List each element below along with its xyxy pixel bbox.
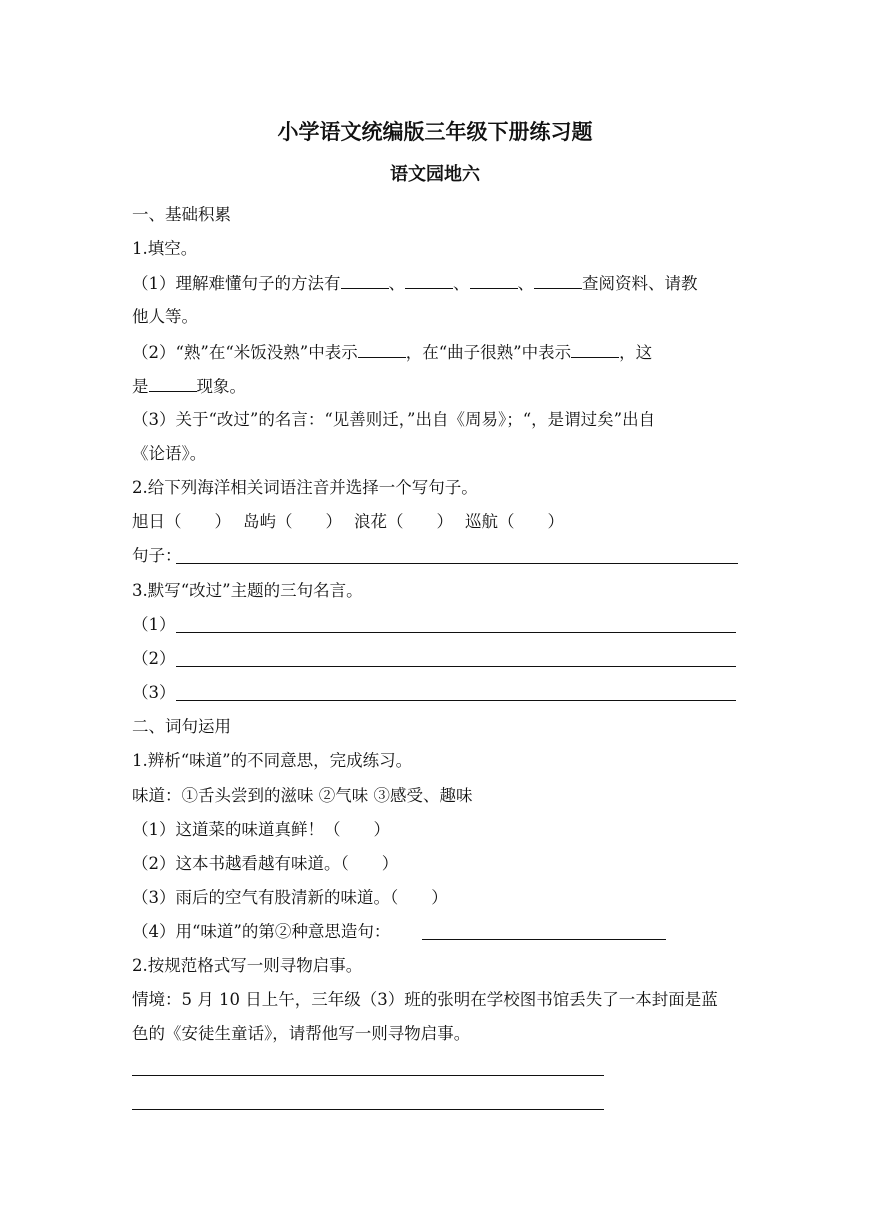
blank[interactable] [341,272,389,289]
s2-q1-item-2: （2）这本书越看越有味道。（ ） [132,854,399,873]
section2-heading: 二、词句运用 [132,717,231,736]
blank[interactable] [405,272,453,289]
q1-item2-a: （2）“熟”在“米饭没熟”中表示 [132,343,358,362]
blank[interactable] [149,375,197,392]
section1-heading: 一、基础积累 [132,205,231,224]
q2-label: 2.给下列海洋相关词语注音并选择一个写句子。 [132,478,478,497]
s2-q1-item-1: （1）这道菜的味道真鲜！（ ） [132,820,390,839]
meanings: 味道：①舌头尝到的滋味 ②气味 ③感受、趣味 [132,786,473,805]
q3-label: 3.默写“改过”主题的三句名言。 [132,581,363,600]
q1-item2-e: 现象。 [196,377,246,396]
q1-item2 [132,341,652,364]
page-title: 小学语文统编版三年级下册练习题 [277,119,593,144]
q1-item3-line2: 《论语》。 [132,444,207,463]
page-subtitle: 语文园地六 [390,164,480,185]
q3-item-3: （3） [132,683,176,702]
blank[interactable] [534,272,582,289]
q1-item3: （3）关于“改过”的名言：“见善则迁，”出自《周易》；“，是谓过矣”出自 [132,410,656,429]
word-item: 巡航（ ） [465,512,564,531]
context-line-1: 情境：5 月 10 日上午，三年级（3）班的张明在学校图书馆丢失了一本封面是蓝 [132,990,718,1009]
separator: 、 [388,274,405,293]
q2-sentence-label: 句子： [132,546,182,565]
q3-item-1: （1） [132,615,176,634]
word-item: 岛屿（ ） [243,512,342,531]
s2-q1-item-3: （3）雨后的空气有股清新的味道。（ ） [132,888,448,907]
q1-item2-line2 [132,375,246,398]
answer-line[interactable] [422,939,666,940]
writing-line[interactable] [132,1109,604,1110]
q1-label: 1.填空。 [132,239,198,258]
writing-line[interactable] [132,1075,604,1076]
sentence-line[interactable] [176,563,738,564]
q3-item-2: （2） [132,649,176,668]
word-item: 旭日（ ） [132,512,231,531]
blank[interactable] [470,272,518,289]
q1-item2-d: 是 [132,377,149,396]
q2-words [132,511,564,533]
s2-q1-item-4: （4）用“味道”的第②种意思造句： [132,922,391,941]
context-line-2: 色的《安徒生童话》，请帮他写一则寻物启事。 [132,1024,471,1043]
q1-item2-c: ，这 [619,343,653,362]
q1-item2-b: ，在“曲子很熟”中表示 [405,343,572,362]
blank[interactable] [358,341,406,358]
q1-item1-line2: 他人等。 [132,307,198,326]
s2-q2-label: 2.按规范格式写一则寻物启事。 [132,956,363,975]
q1-item1-post: 查阅资料、请教 [582,274,698,293]
q1-item1 [132,272,698,295]
blank[interactable] [571,341,619,358]
word-item: 浪花（ ） [354,512,453,531]
s2-q1-label: 1.辨析“味道”的不同意思，完成练习。 [132,751,413,770]
answer-line[interactable] [176,700,736,701]
answer-line[interactable] [176,632,736,633]
separator: 、 [453,274,470,293]
q1-item1-text: （1）理解难懂句子的方法有 [132,274,341,293]
separator: 、 [517,274,534,293]
answer-line[interactable] [176,666,736,667]
